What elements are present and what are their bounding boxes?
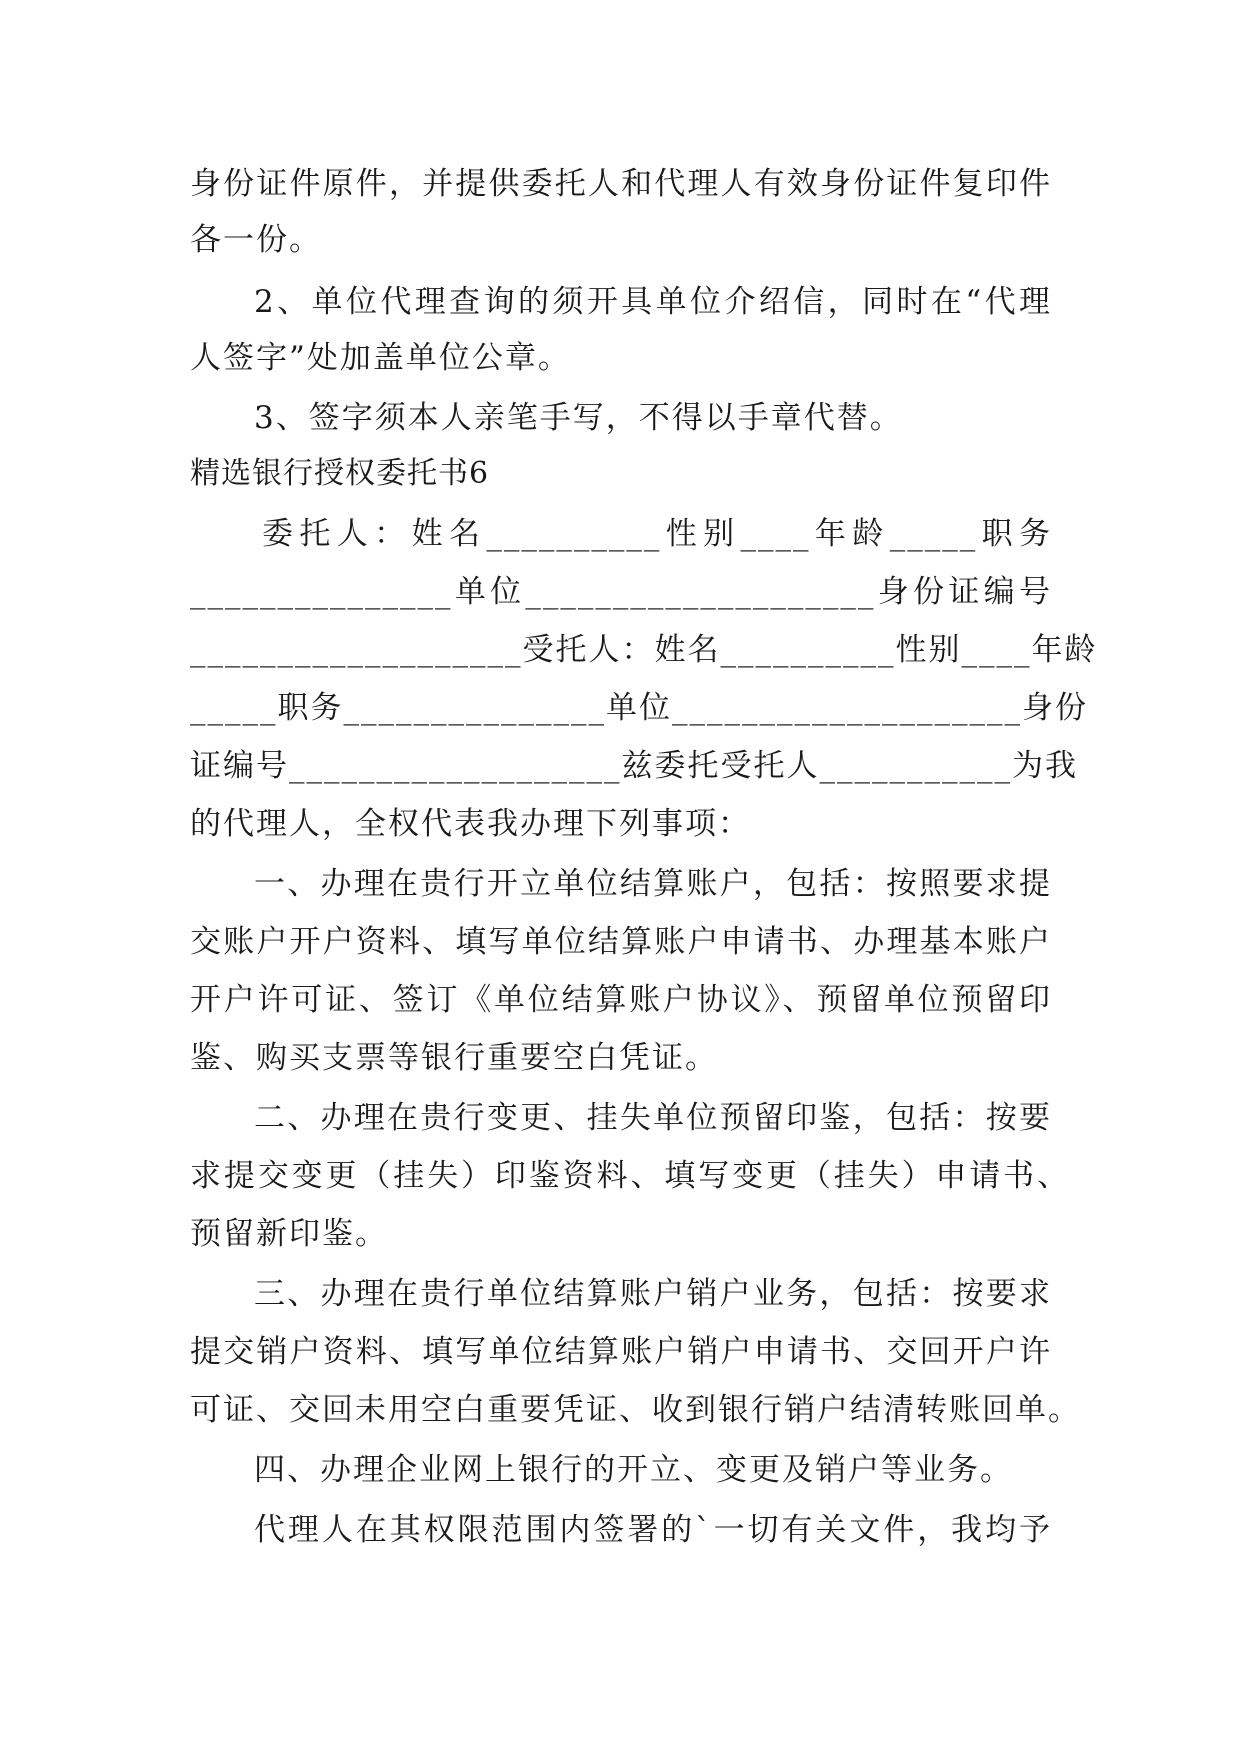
paragraph-line: 代理人在其权限范围内签署的`一切有关文件，我均予: [254, 1512, 1052, 1548]
form-line: ___________________受托人：姓名__________性别____年龄: [190, 632, 1098, 668]
paragraph-line: 交账户开户资料、填写单位结算账户申请书、办理基本账户: [190, 924, 1052, 960]
form-line: _______________单位____________________身份证编号: [190, 574, 1052, 610]
paragraph-line: 一、办理在贵行开立单位结算账户，包括：按照要求提: [254, 866, 1052, 902]
section-title: 精选银行授权委托书6: [190, 456, 490, 491]
paragraph-line: 鉴、购买支票等银行重要空白凭证。: [190, 1040, 718, 1076]
paragraph-line: 各一份。: [190, 222, 322, 258]
paragraph-line: 求提交变更（挂失）印鉴资料、填写变更（挂失）申请书、: [190, 1158, 1070, 1194]
paragraph-line: 四、办理企业网上银行的开立、变更及销户等业务。: [254, 1452, 1013, 1488]
paragraph-line: 身份证件原件，并提供委托人和代理人有效身份证件复印件: [190, 166, 1052, 202]
form-line: _____职务_______________单位____________________身份: [190, 690, 1088, 726]
paragraph-line: 预留新印鉴。: [190, 1216, 388, 1252]
paragraph-line: 提交销户资料、填写单位结算账户销户申请书、交回开户许: [190, 1334, 1052, 1370]
paragraph-line: 3、签字须本人亲笔手写，不得以手章代替。: [254, 400, 903, 436]
paragraph-line: 的代理人，全权代表我办理下列事项：: [190, 806, 751, 842]
paragraph-line: 人签字”处加盖单位公章。: [190, 340, 571, 376]
form-line: 证编号___________________兹委托受托人___________为我: [190, 748, 1078, 784]
paragraph-line: 可证、交回未用空白重要凭证、收到银行销户结清转账回单。: [190, 1392, 1081, 1428]
paragraph-line: 开户许可证、签订《单位结算账户协议》、预留单位预留印: [190, 982, 1052, 1018]
form-line: 委托人：姓名__________性别____年龄_____职务: [262, 516, 1052, 552]
paragraph-line: 2、单位代理查询的须开具单位介绍信，同时在“代理: [254, 284, 1052, 320]
paragraph-line: 二、办理在贵行变更、挂失单位预留印鉴，包括：按要: [254, 1100, 1052, 1136]
paragraph-line: 三、办理在贵行单位结算账户销户业务，包括：按要求: [254, 1276, 1052, 1312]
